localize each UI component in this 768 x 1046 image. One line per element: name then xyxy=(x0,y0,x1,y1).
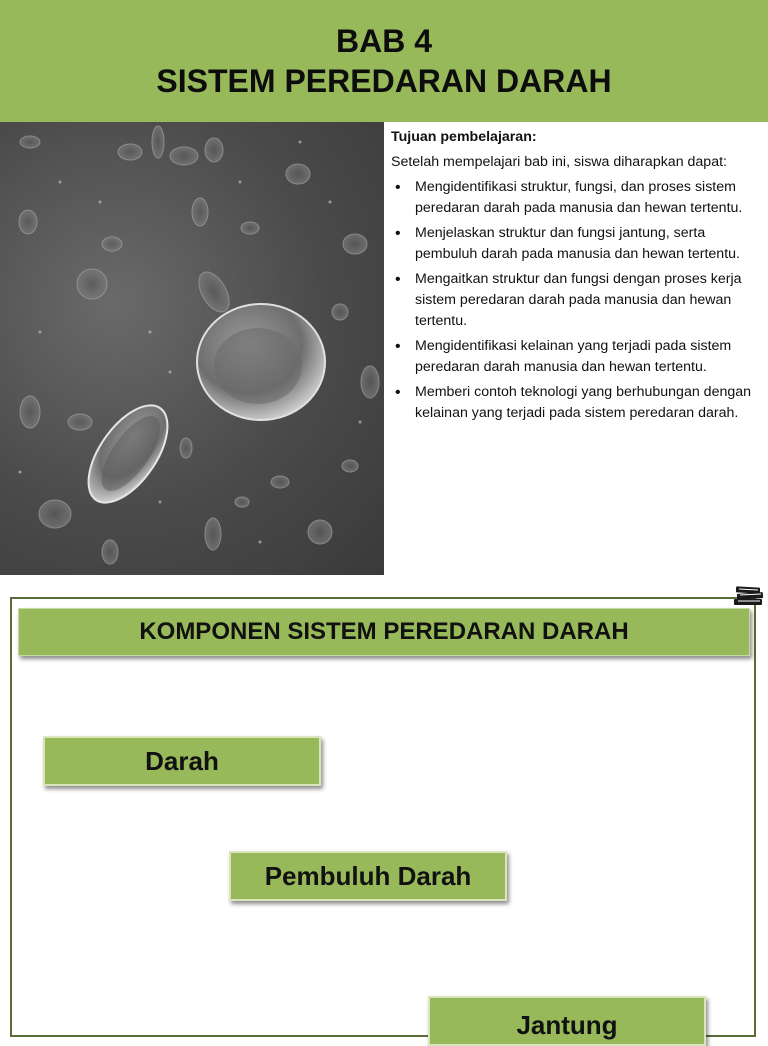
book-stack-icon xyxy=(730,582,766,608)
objectives-heading: Tujuan pembelajaran: xyxy=(391,129,537,145)
objective-item: • Mengaitkan struktur dan fungsi dengan proses kerja sistem peredaran darah pada manusia dan hewan tertentu. xyxy=(391,269,763,332)
red-blood-cells-photo xyxy=(0,122,384,575)
component-box-darah[interactable]: Darah xyxy=(43,736,321,786)
chapter-header xyxy=(0,0,768,122)
chapter-number: BAB 4 xyxy=(335,23,432,59)
component-box-pembuluh-darah[interactable]: Pembuluh Darah xyxy=(229,851,507,901)
objectives-list xyxy=(391,177,763,424)
objectives-intro: Setelah mempelajari bab ini, siswa diharapkan dapat: xyxy=(391,154,727,170)
components-slide-frame xyxy=(10,597,756,1037)
component-box-jantung[interactable]: Jantung xyxy=(428,996,706,1046)
objective-item: • Mengidentifikasi struktur, fungsi, dan proses sistem peredaran darah pada manusia dan hewan tertentu. xyxy=(391,177,763,219)
objective-item: • Mengidentifikasi kelainan yang terjadi pada sistem peredaran darah manusia dan hewan tertentu. xyxy=(391,336,763,378)
learning-objectives xyxy=(391,127,763,428)
chapter-title: SISTEM PEREDARAN DARAH xyxy=(156,63,612,99)
objective-item: • Memberi contoh teknologi yang berhubungan dengan kelainan yang terjadi pada sistem peredaran darah. xyxy=(391,382,763,424)
objective-item: • Menjelaskan struktur dan fungsi jantung, serta pembuluh darah pada manusia dan hewan tertentu. xyxy=(391,223,763,265)
blood-cells-illustration xyxy=(0,122,384,575)
components-title-banner: KOMPONEN SISTEM PEREDARAN DARAH xyxy=(18,608,750,656)
